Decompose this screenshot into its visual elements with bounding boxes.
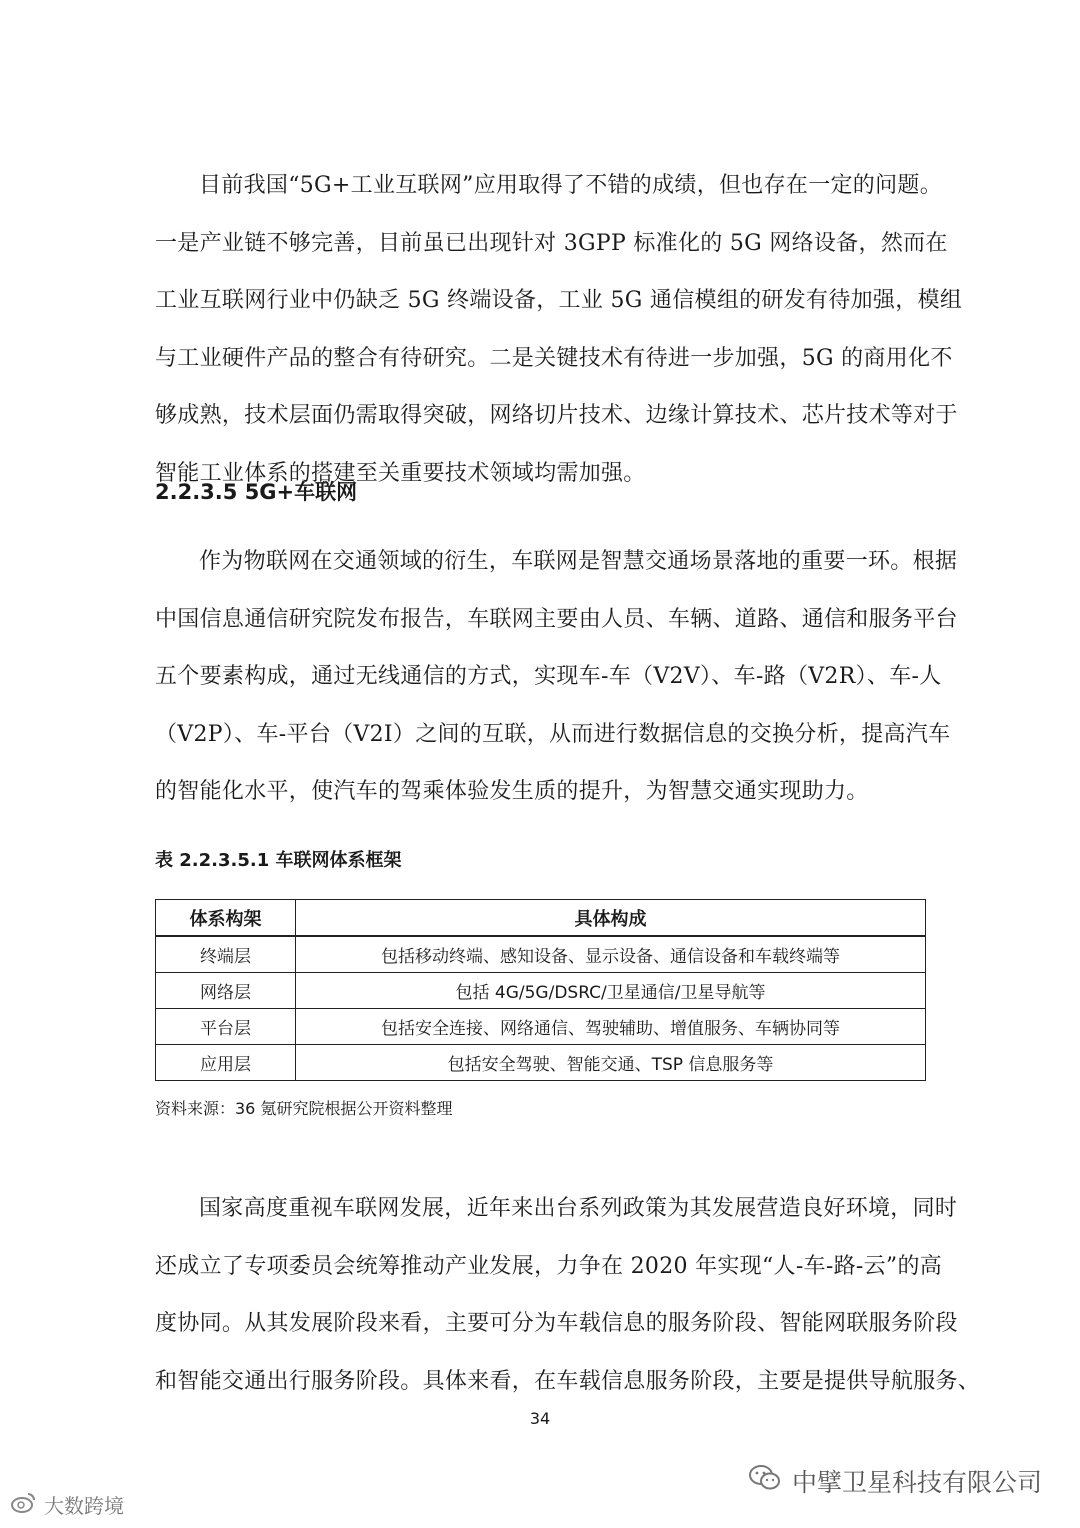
iov-framework-table: [155, 899, 926, 1081]
table-header-row: [156, 900, 926, 937]
paragraph-line: 与工业硬件产品的整合有待研究。二是关键技术有待进一步加强，5G 的商用化不: [155, 345, 953, 371]
paragraph-iov-intro: [155, 533, 958, 821]
table-cell-content: 包括安全驾驶、智能交通、TSP 信息服务等: [296, 1045, 926, 1081]
table-cell-content: 包括 4G/5G/DSRC/卫星通信/卫星导航等: [296, 973, 926, 1009]
paragraph-line: 一是产业链不够完善，目前虽已出现针对 3GPP 标准化的 5G 网络设备，然而在: [155, 230, 948, 256]
wechat-icon: [748, 1464, 782, 1498]
paragraph-line: 智能工业体系的搭建至关重要技术领域均需加强。: [155, 460, 646, 486]
paragraph-line: 够成熟，技术层面仍需取得突破，网络切片技术、边缘计算技术、芯片技术等对于: [155, 403, 958, 428]
table-cell-content: 包括安全连接、网络通信、驾驶辅助、增值服务、车辆协同等: [296, 1009, 926, 1045]
paragraph-line: 还成立了专项委员会统筹推动产业发展，力争在 2020 年实现“人-车-路-云”的高: [155, 1253, 943, 1279]
table-row: [156, 973, 926, 1009]
watermark-text: 中擘卫星科技有限公司: [791, 1468, 1042, 1497]
paragraph-line: 国家高度重视车联网发展，近年来出台系列政策为其发展营造良好环境，同时: [199, 1196, 958, 1221]
table-header-cell: 体系构架: [156, 900, 296, 937]
table-cell-content: 包括移动终端、感知设备、显示设备、通信设备和车载终端等: [296, 936, 926, 973]
paragraph-line: 度协同。从其发展阶段来看，主要可分为车载信息的服务阶段、智能网联服务阶段: [155, 1311, 958, 1336]
table-caption: 表 2.2.3.5.1 车联网体系框架: [155, 850, 402, 871]
watermark-text: 大数跨境: [44, 1494, 124, 1518]
table-row: [156, 936, 926, 973]
table-cell-layer: 终端层: [156, 936, 296, 973]
paragraph-line: 五个要素构成，通过无线通信的方式，实现车-车（V2V）、车-路（V2R）、车-人: [155, 664, 942, 689]
table-cell-layer: 应用层: [156, 1045, 296, 1081]
paragraph-line: 工业互联网行业中仍缺乏 5G 终端设备，工业 5G 通信模组的研发有待加强，模组: [155, 288, 963, 313]
paragraph-line: 和智能交通出行服务阶段。具体来看，在车载信息服务阶段，主要是提供导航服务、: [155, 1368, 981, 1394]
weibo-icon: [10, 1490, 38, 1519]
paragraph-iov-policy: [155, 1180, 981, 1410]
table-row: [156, 1009, 926, 1045]
paragraph-line: 作为物联网在交通领域的衍生，车联网是智慧交通场景落地的重要一环。根据: [199, 549, 958, 574]
weibo-watermark: [10, 1490, 124, 1519]
table-cell-layer: 网络层: [156, 973, 296, 1009]
page-number: 34: [529, 1409, 551, 1428]
wechat-watermark: [748, 1463, 1042, 1499]
table-cell-layer: 平台层: [156, 1009, 296, 1045]
paragraph-line: 的智能化水平，使汽车的驾乘体验发生质的提升，为智慧交通实现助力。: [155, 779, 869, 804]
table-source-note: 资料来源：36 氪研究院根据公开资料整理: [155, 1099, 453, 1118]
paragraph-line: 中国信息通信研究院发布报告，车联网主要由人员、车辆、道路、通信和服务平台: [155, 606, 958, 632]
table-header-cell: 具体构成: [296, 900, 926, 937]
paragraph-line: （V2P）、车-平台（V2I）之间的互联，从而进行数据信息的交换分析，提高汽车: [155, 721, 951, 747]
section-heading: 2.2.3.5 5G+车联网: [155, 480, 358, 504]
paragraph-line: 目前我国“5G+工业互联网”应用取得了不错的成绩，但也存在一定的问题。: [199, 173, 943, 198]
table-row: [156, 1045, 926, 1081]
paragraph-5g-industrial-internet: [155, 157, 963, 502]
